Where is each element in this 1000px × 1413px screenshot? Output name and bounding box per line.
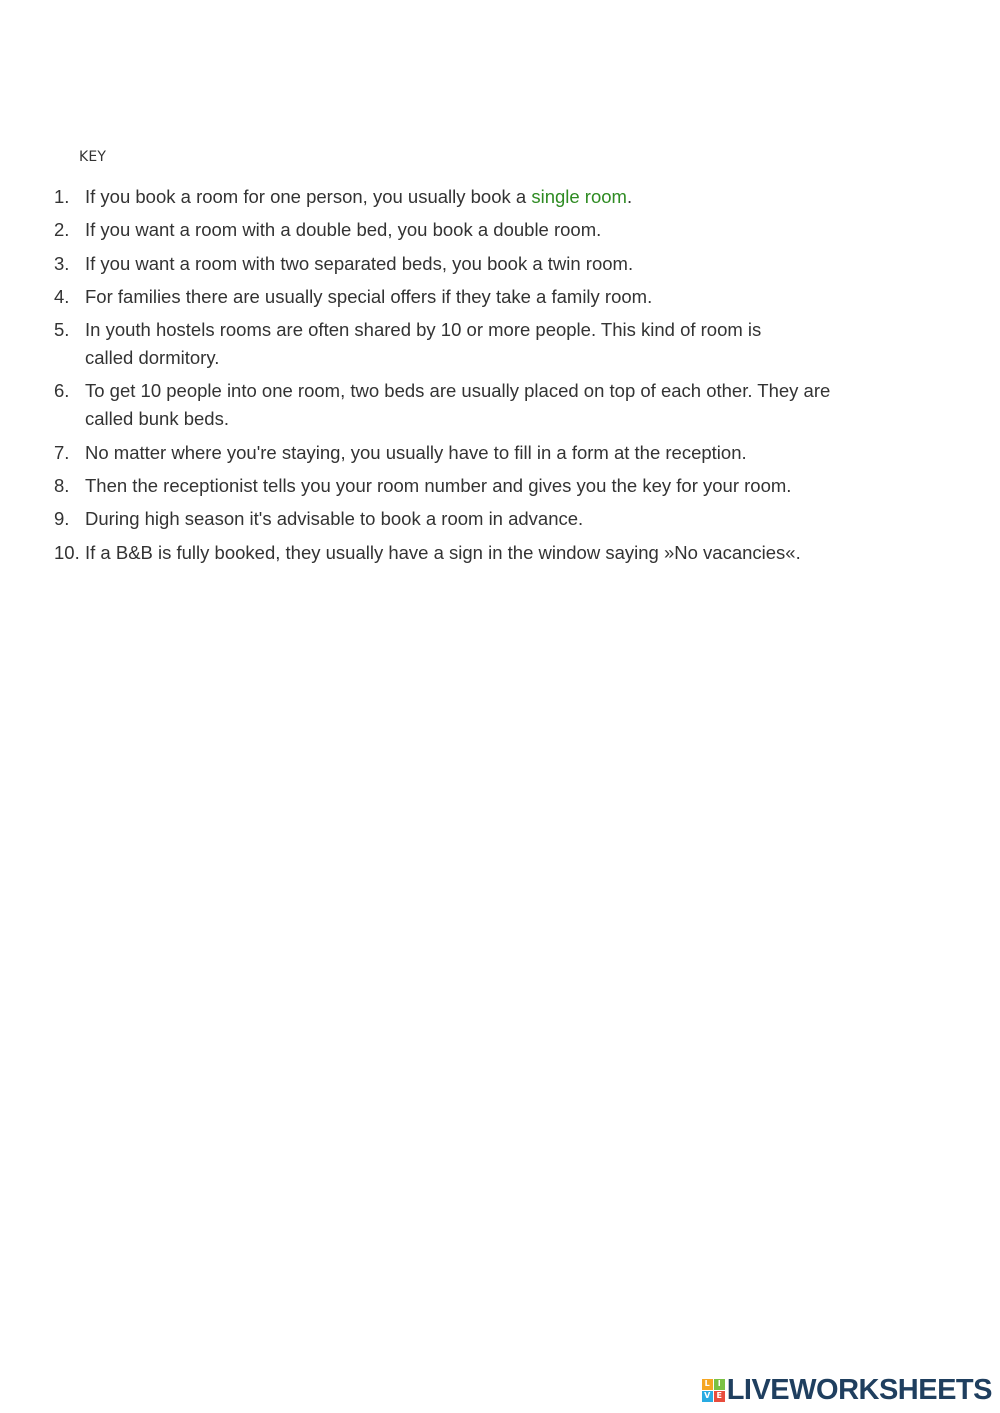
answer-item-1 (0, 183, 900, 211)
answer-text: For families there are usually special offers if they take a family room. (85, 285, 653, 307)
answer-number: 5. (54, 319, 70, 341)
answer-number: 7. (54, 441, 70, 463)
answer-text: If you book a room for one person, you usually book a (85, 186, 532, 207)
answer-text: During high season it's advisable to book a room in advance. (85, 508, 584, 530)
key-heading: KEY (79, 149, 107, 165)
answer-text: Then the receptionist tells you your room number and gives you the key for your room. (85, 475, 792, 497)
logo-letter-l: L (702, 1379, 713, 1390)
answer-item-4 (0, 283, 900, 311)
answer-highlight: single room (531, 186, 627, 207)
logo-letter-v: V (702, 1391, 713, 1402)
logo-letter-i: I (714, 1379, 725, 1390)
answer-text-line1: In youth hostels rooms are often shared by 10 or more people. This kind of room is (85, 319, 762, 341)
answer-item-7 (0, 439, 900, 467)
answer-number: 8. (54, 475, 70, 497)
liveworksheets-logo (702, 1375, 992, 1405)
answer-item-3 (0, 250, 900, 278)
answer-text-line1: To get 10 people into one room, two beds are usually placed on top of each other. They are (85, 380, 831, 402)
answer-item-6 (0, 377, 900, 433)
answer-number: 2. (54, 219, 70, 241)
answer-number: 10. (54, 541, 80, 563)
answer-text: If you want a room with two separated beds, you book a twin room. (85, 252, 634, 274)
answer-number: 6. (54, 380, 70, 402)
answer-text: If you want a room with a double bed, you book a double room. (85, 219, 602, 241)
answer-text-line2: called dormitory. (85, 347, 220, 369)
answer-number: 3. (54, 252, 70, 274)
answer-text: No matter where you're staying, you usually have to fill in a form at the reception. (85, 441, 747, 463)
answer-list (0, 183, 900, 572)
answer-item-8 (0, 472, 900, 500)
answer-number: 9. (54, 508, 70, 530)
brand-name: LIVEWORKSHEETS (726, 1373, 992, 1406)
answer-item-10 (0, 539, 900, 567)
answer-text: If a B&B is fully booked, they usually have a sign in the window saying »No vacancies«. (85, 541, 801, 563)
answer-item-9 (0, 505, 900, 533)
answer-item-2 (0, 216, 900, 244)
answer-number: 4. (54, 285, 70, 307)
logo-icon (702, 1379, 725, 1402)
answer-item-5 (0, 316, 900, 372)
answer-number: 1. (54, 186, 70, 207)
logo-letter-e: E (714, 1391, 725, 1402)
answer-text-end: . (626, 186, 633, 207)
answer-text-line2: called bunk beds. (85, 408, 229, 430)
